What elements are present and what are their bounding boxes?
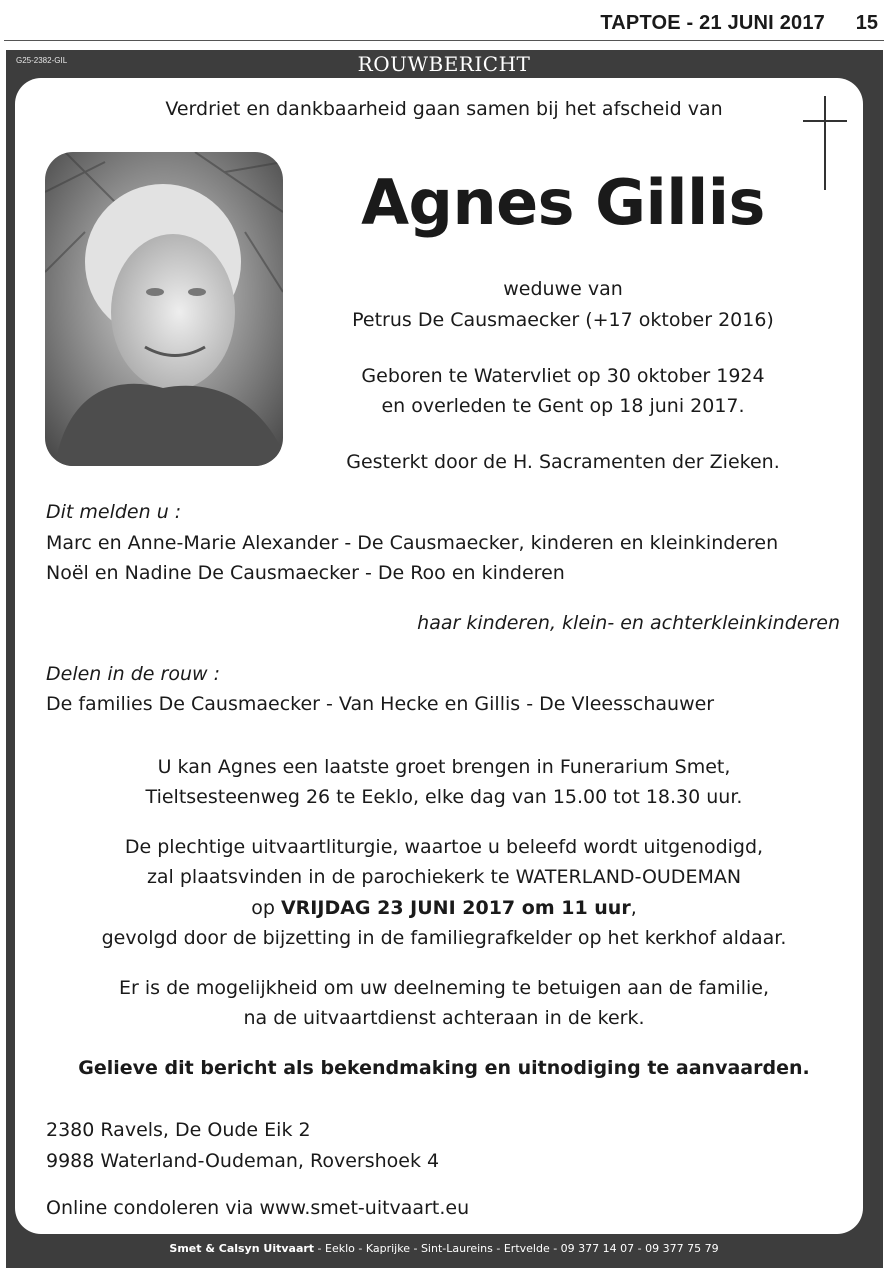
ceremony-date-line [0, 897, 888, 919]
condolence-line: na de uitvaartdienst achteraan in de kerk. [243, 1007, 645, 1029]
announced-heading: Dit melden u : [46, 501, 182, 523]
obituary-heading: ROUWBERICHT [357, 52, 531, 76]
ceremony-date: VRIJDAG 23 JUNI 2017 om 11 uur [280, 897, 631, 919]
address-line: 2380 Ravels, De Oude Eik 2 [46, 1119, 311, 1141]
funeral-home-footer [0, 1242, 888, 1255]
ad-reference-code: G25-2382-GIL [16, 56, 68, 65]
announcer-line: Noël en Nadine De Causmaecker - De Roo en kinderen [46, 562, 565, 584]
spouse-line: Petrus De Causmaecker (+17 oktober 2016) [352, 309, 774, 331]
birth-line: Geboren te Watervliet op 30 oktober 1924 [361, 365, 765, 387]
ceremony-line: De plechtige uitvaartliturgie, waartoe u beleefd wordt uitgenodigd, [124, 836, 764, 858]
mourners-heading: Delen in de rouw : [46, 663, 220, 685]
page-number: 15 [855, 12, 878, 34]
ceremony-line: gevolgd door de bijzetting in de familiegrafkelder op het kerkhof aldaar. [101, 927, 787, 949]
newspaper-date: TAPTOE - 21 JUNI 2017 [600, 12, 825, 34]
deceased-name: Agnes Gillis [361, 166, 765, 239]
condolence-line: Er is de mogelijkheid om uw deelneming te betuigen aan de familie, [119, 977, 769, 999]
masthead-rule [4, 40, 884, 41]
widow-label: weduwe van [503, 278, 623, 300]
portrait-photo [45, 152, 283, 466]
ceremony-date-prefix: op [251, 897, 281, 919]
online-condolence-line: Online condoleren via www.smet-uitvaart.eu [46, 1197, 470, 1219]
visitation-line: U kan Agnes een laatste groet brengen in Funerarium Smet, [157, 756, 731, 778]
ceremony-line: zal plaatsvinden in de parochiekerk te WATERLAND-OUDEMAN [146, 866, 742, 888]
death-line: en overleden te Gent op 18 juni 2017. [381, 395, 745, 417]
newspaper-masthead [0, 0, 888, 44]
notice-line: Gelieve dit bericht als bekendmaking en uitnodiging te aanvaarden. [78, 1057, 810, 1079]
funeral-home-details: - Eeklo - Kaprijke - Sint-Laureins - Ertvelde - 09 377 14 07 - 09 377 75 79 [314, 1242, 719, 1255]
ceremony-date-suffix: , [630, 897, 637, 919]
funeral-home-name: Smet & Calsyn Uitvaart [169, 1242, 315, 1255]
address-line: 9988 Waterland-Oudeman, Rovershoek 4 [46, 1150, 440, 1172]
announcer-line: Marc en Anne-Marie Alexander - De Causmaecker, kinderen en kleinkinderen [46, 532, 779, 554]
visitation-line: Tieltsesteenweg 26 te Eeklo, elke dag van 15.00 tot 18.30 uur. [145, 786, 743, 808]
announcer-closing: haar kinderen, klein- en achterkleinkinderen [417, 612, 840, 634]
sacraments-line: Gesterkt door de H. Sacramenten der Zieken. [346, 451, 780, 473]
mourners-line: De families De Causmaecker - Van Hecke en Gillis - De Vleesschauwer [46, 693, 715, 715]
intro-line: Verdriet en dankbaarheid gaan samen bij het afscheid van [165, 98, 723, 120]
